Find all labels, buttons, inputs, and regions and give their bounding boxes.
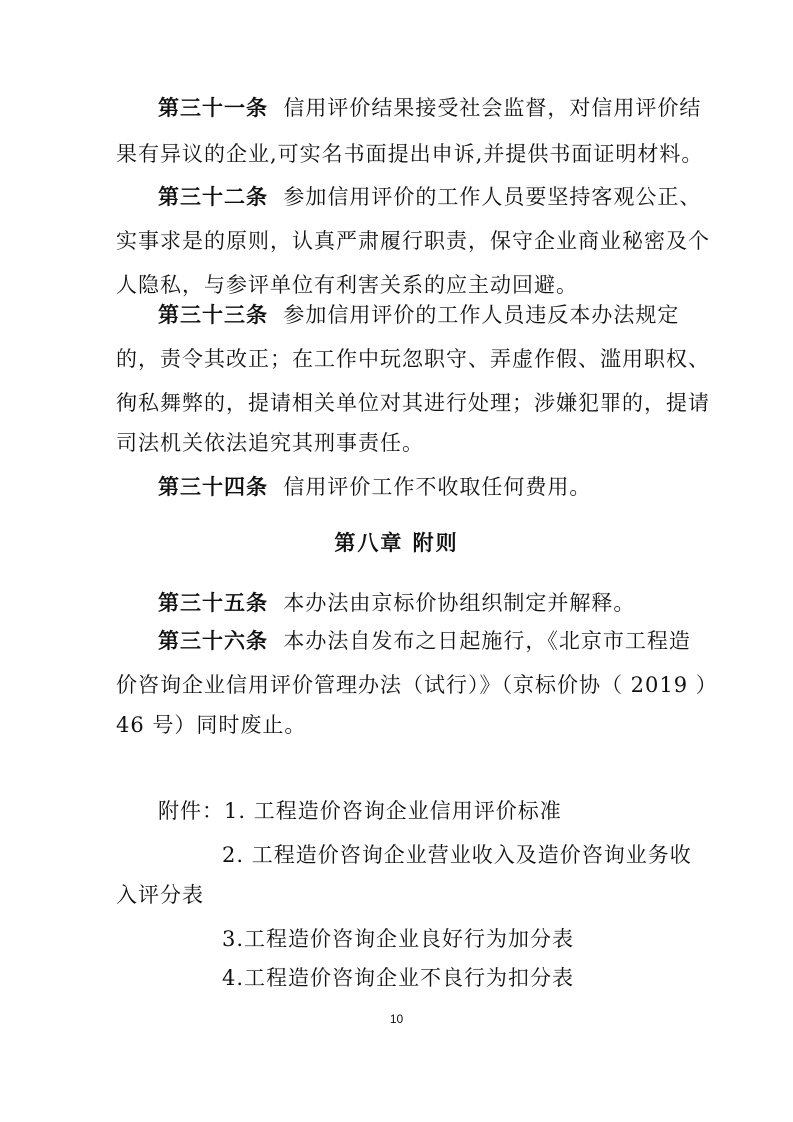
- article-32-heading: 第三十二条: [158, 185, 268, 209]
- article-36-line-3: 46 号）同时废止。: [116, 713, 307, 737]
- article-32-line-2: 实事求是的原则，认真严肃履行职责，保守企业商业秘密及个: [116, 229, 710, 253]
- article-31-text-1: 信用评价结果接受社会监督，对信用评价结: [283, 96, 702, 120]
- attachment-3: 3.工程造价咨询企业良好行为加分表: [222, 927, 575, 951]
- attachment-2-line-1: 2. 工程造价咨询企业营业收入及造价咨询业务收: [222, 843, 692, 867]
- article-34-text-1: 信用评价工作不收取任何费用。: [283, 475, 592, 499]
- article-35-line-1: [158, 588, 635, 618]
- article-36-heading: 第三十六条: [158, 629, 268, 653]
- article-31-line-2: 果有异议的企业,可实名书面提出申诉,并提供书面证明材料。: [116, 142, 704, 166]
- article-35-heading: 第三十五条: [158, 591, 268, 615]
- article-36-line-2: 价咨询企业信用评价管理办法（试行）》（京标价协（ 2019 ）: [116, 673, 718, 697]
- chapter-title: 第八章 附则: [334, 531, 459, 555]
- article-31-heading: 第三十一条: [158, 96, 268, 120]
- article-33-line-3: 徇私舞弊的，提请相关单位对其进行处理；涉嫌犯罪的，提请: [116, 391, 710, 415]
- article-33-line-4: 司法机关依法追究其刑事责任。: [116, 431, 424, 455]
- article-36-line-1: [158, 626, 691, 656]
- attachment-2-line-2: 入评分表: [116, 883, 204, 907]
- attachment-4: 4.工程造价咨询企业不良行为扣分表: [222, 966, 575, 990]
- article-32-line-1: [158, 182, 701, 212]
- article-35-text-1: 本办法由京标价协组织制定并解释。: [283, 591, 636, 615]
- article-31-line-1: [158, 93, 701, 123]
- article-32-text-1: 参加信用评价的工作人员要坚持客观公正、: [283, 185, 702, 209]
- article-33-line-2: 的，责令其改正；在工作中玩忽职守、弄虚作假、滥用职权、: [116, 347, 710, 371]
- article-33-text-1: 参加信用评价的工作人员违反本办法规定: [283, 303, 680, 327]
- attachments-label: 附件：1. 工程造价咨询企业信用评价标准: [158, 799, 562, 823]
- article-33-line-1: [158, 300, 679, 330]
- article-36-text-1: 本办法自发布之日起施行，《北京市工程造: [283, 629, 691, 653]
- article-33-heading: 第三十三条: [158, 303, 268, 327]
- article-32-line-3: 人隐私，与参评单位有利害关系的应主动回避。: [116, 273, 578, 297]
- page-number: 10: [389, 1012, 404, 1026]
- article-34-heading: 第三十四条: [158, 475, 268, 499]
- article-34-line-1: [158, 472, 591, 502]
